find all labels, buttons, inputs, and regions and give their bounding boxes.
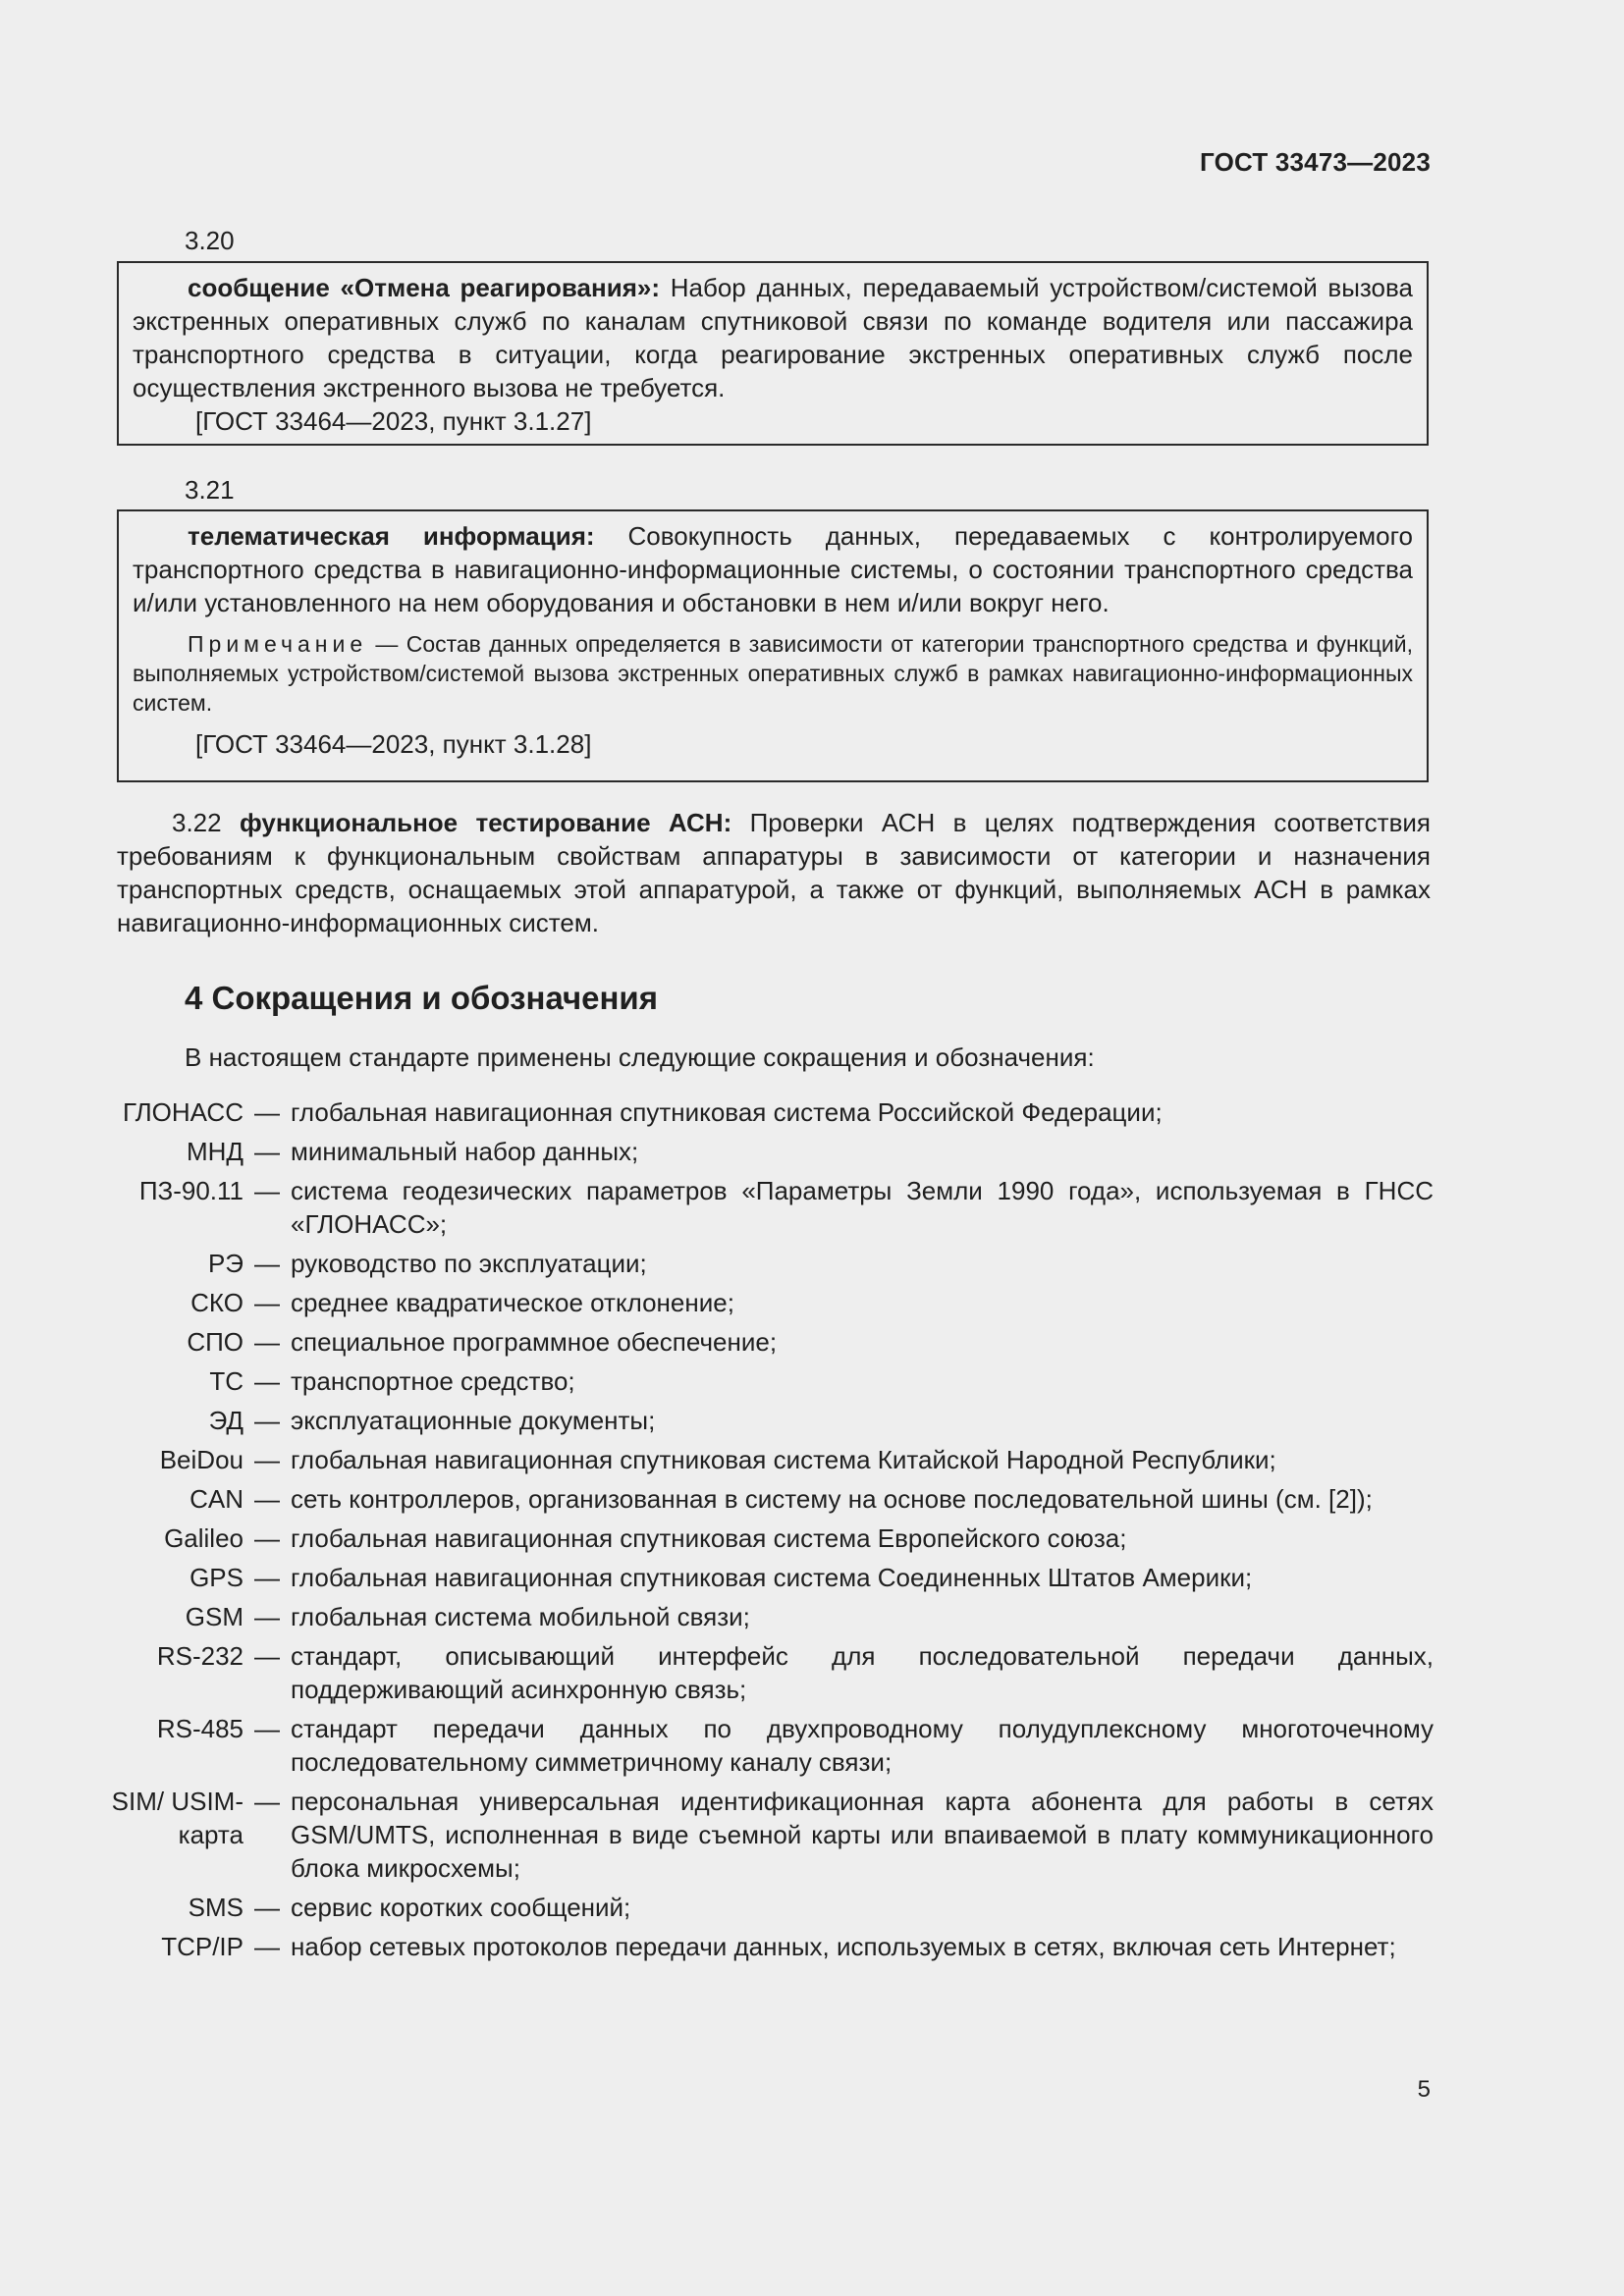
source-reference: [ГОСТ 33464—2023, пункт 3.1.28] bbox=[195, 729, 592, 759]
abbreviation-term: RS-232 bbox=[156, 1641, 244, 1671]
entry-number: 3.22 bbox=[172, 808, 222, 837]
abbreviation-term: СПО bbox=[187, 1327, 244, 1357]
abbreviation-definition: сервис коротких сообщений; bbox=[291, 1893, 631, 1922]
abbreviation-definition: минимальный набор данных; bbox=[291, 1137, 639, 1166]
abbreviation-dash: — bbox=[254, 1714, 280, 1743]
abbreviation-term: GSM bbox=[185, 1602, 244, 1631]
abbreviation-definition: стандарт, описывающий интерфейс для последовательной передачи данных, поддерживающий асинхронную связь; bbox=[291, 1641, 1434, 1704]
abbreviation-term: Galileo bbox=[164, 1523, 244, 1553]
abbreviation-dash: — bbox=[254, 1327, 280, 1357]
abbreviation-dash: — bbox=[254, 1137, 280, 1166]
abbreviation-dash: — bbox=[254, 1641, 280, 1671]
entry-number: 3.20 bbox=[185, 226, 235, 255]
abbreviation-dash: — bbox=[254, 1523, 280, 1553]
abbreviation-row bbox=[108, 1247, 1434, 1280]
abbreviation-dash: — bbox=[254, 1288, 280, 1317]
abbreviation-list bbox=[108, 1095, 1434, 1969]
abbreviation-row bbox=[108, 1404, 1434, 1437]
abbreviation-row bbox=[108, 1639, 1434, 1706]
abbreviation-definition: глобальная навигационная спутниковая система Европейского союза; bbox=[291, 1523, 1127, 1553]
definition-box bbox=[117, 509, 1429, 782]
abbreviation-row bbox=[108, 1930, 1434, 1963]
abbreviation-row bbox=[108, 1522, 1434, 1555]
abbreviation-row bbox=[108, 1286, 1434, 1319]
abbreviation-row bbox=[108, 1135, 1434, 1168]
abbreviation-dash: — bbox=[254, 1602, 280, 1631]
abbreviation-definition: глобальная навигационная спутниковая система Соединенных Штатов Америки; bbox=[291, 1563, 1253, 1592]
source-reference: [ГОСТ 33464—2023, пункт 3.1.27] bbox=[195, 406, 592, 436]
abbreviation-term: SMS bbox=[188, 1893, 244, 1922]
abbreviation-definition: глобальная навигационная спутниковая система Китайской Народной Республики; bbox=[291, 1445, 1276, 1474]
entry-number: 3.21 bbox=[185, 475, 235, 505]
note-text: — Состав данных определяется в зависимости от категории транспортного средства и функций, выполняемых устройством/системой вызова экстренных оперативных служб в рамках навигационно-информационных систем. bbox=[133, 631, 1413, 716]
abbreviation-definition: руководство по эксплуатации; bbox=[291, 1249, 647, 1278]
abbreviation-dash: — bbox=[254, 1249, 280, 1278]
abbreviation-definition: среднее квадратическое отклонение; bbox=[291, 1288, 734, 1317]
abbreviation-term: SIM/ USIM-карта bbox=[111, 1787, 244, 1849]
section-intro: В настоящем стандарте применены следующие сокращения и обозначения: bbox=[185, 1042, 1095, 1072]
definition-paragraph bbox=[133, 519, 1413, 619]
abbreviation-row bbox=[108, 1600, 1434, 1633]
abbreviation-row bbox=[108, 1364, 1434, 1398]
abbreviation-definition: персональная универсальная идентификационная карта абонента для работы в сетях GSM/UMTS, исполненная в виде съемной карты или впаиваемой в плату коммуникационного блока микросхемы; bbox=[291, 1787, 1434, 1883]
abbreviation-dash: — bbox=[254, 1484, 280, 1514]
abbreviation-row bbox=[108, 1443, 1434, 1476]
abbreviation-dash: — bbox=[254, 1445, 280, 1474]
section-title: 4 Сокращения и обозначения bbox=[185, 980, 658, 1016]
abbreviation-row bbox=[108, 1561, 1434, 1594]
abbreviation-definition: глобальная система мобильной связи; bbox=[291, 1602, 750, 1631]
abbreviation-row bbox=[108, 1712, 1434, 1779]
abbreviation-dash: — bbox=[254, 1097, 280, 1127]
abbreviation-definition: специальное программное обеспечение; bbox=[291, 1327, 778, 1357]
abbreviation-term: ТС bbox=[209, 1366, 244, 1396]
abbreviation-term: ЭД bbox=[208, 1406, 244, 1435]
abbreviation-row bbox=[108, 1095, 1434, 1129]
abbreviation-dash: — bbox=[254, 1406, 280, 1435]
abbreviation-dash: — bbox=[254, 1787, 280, 1816]
definition-text: Совокупность данных, передаваемых с контролируемого транспортного средства в навигационно-информационные системы, о состоянии транспортного средства и/или установленного на нем оборудования и обстановки в нем и/или вокруг него. bbox=[133, 521, 1413, 617]
abbreviation-definition: сеть контроллеров, организованная в систему на основе последовательной шины (см. [2]); bbox=[291, 1484, 1373, 1514]
definition-3-22 bbox=[117, 806, 1431, 939]
note-label: Примечание bbox=[188, 631, 368, 657]
abbreviation-term: РЭ bbox=[207, 1249, 244, 1278]
abbreviation-definition: глобальная навигационная спутниковая система Российской Федерации; bbox=[291, 1097, 1163, 1127]
abbreviation-term: RS-485 bbox=[156, 1714, 244, 1743]
abbreviation-row bbox=[108, 1482, 1434, 1516]
abbreviation-row bbox=[108, 1891, 1434, 1924]
abbreviation-dash: — bbox=[254, 1893, 280, 1922]
definition-box bbox=[117, 261, 1429, 446]
term: телематическая информация: bbox=[188, 521, 595, 551]
abbreviation-dash: — bbox=[254, 1176, 280, 1205]
abbreviation-term: CAN bbox=[189, 1484, 244, 1514]
abbreviation-term: СКО bbox=[190, 1288, 244, 1317]
abbreviation-definition: система геодезических параметров «Параметры Земли 1990 года», используемая в ГНСС «ГЛОНАСС»; bbox=[291, 1176, 1434, 1239]
abbreviation-row bbox=[108, 1325, 1434, 1359]
abbreviation-definition: транспортное средство; bbox=[291, 1366, 575, 1396]
term: сообщение «Отмена реагирования»: bbox=[188, 273, 660, 302]
definition-text: Проверки АСН в целях подтверждения соответствия требованиям к функциональным свойствам аппаратуры в зависимости от категории и назначения транспортных средств, оснащаемых этой аппаратурой, а также от функций, выполняемых АСН в рамках навигационно-информационных систем. bbox=[117, 808, 1432, 937]
abbreviation-dash: — bbox=[254, 1366, 280, 1396]
definition-paragraph bbox=[117, 806, 1431, 939]
abbreviation-dash: — bbox=[254, 1932, 280, 1961]
page-number: 5 bbox=[1417, 2076, 1431, 2103]
abbreviation-row bbox=[108, 1785, 1434, 1885]
term: функциональное тестирование АСН: bbox=[239, 808, 732, 837]
abbreviation-dash: — bbox=[254, 1563, 280, 1592]
definition-text: Набор данных, передаваемый устройством/системой вызова экстренных оперативных служб по каналам спутниковой связи по команде водителя или пассажира транспортного средства в ситуации, когда реагирование экстренных оперативных служб после осуществления экстренного вызова не требуется. bbox=[133, 273, 1413, 402]
abbreviation-term: ГЛОНАСС bbox=[122, 1097, 244, 1127]
abbreviation-term: GPS bbox=[189, 1563, 244, 1592]
document-header: ГОСТ 33473—2023 bbox=[1200, 147, 1431, 177]
abbreviation-term: ПЗ-90.11 bbox=[138, 1176, 244, 1205]
note-paragraph bbox=[133, 629, 1413, 718]
abbreviation-definition: набор сетевых протоколов передачи данных, используемых в сетях, включая сеть Интернет; bbox=[291, 1932, 1396, 1961]
abbreviation-definition: стандарт передачи данных по двухпроводному полудуплексному многоточечному последовательному симметричному каналу связи; bbox=[291, 1714, 1434, 1777]
abbreviation-term: TCP/IP bbox=[161, 1932, 244, 1961]
definition-paragraph bbox=[133, 271, 1413, 404]
abbreviation-term: BeiDou bbox=[159, 1445, 244, 1474]
abbreviation-term: МНД bbox=[186, 1137, 244, 1166]
abbreviation-definition: эксплуатационные документы; bbox=[291, 1406, 656, 1435]
abbreviation-row bbox=[108, 1174, 1434, 1241]
